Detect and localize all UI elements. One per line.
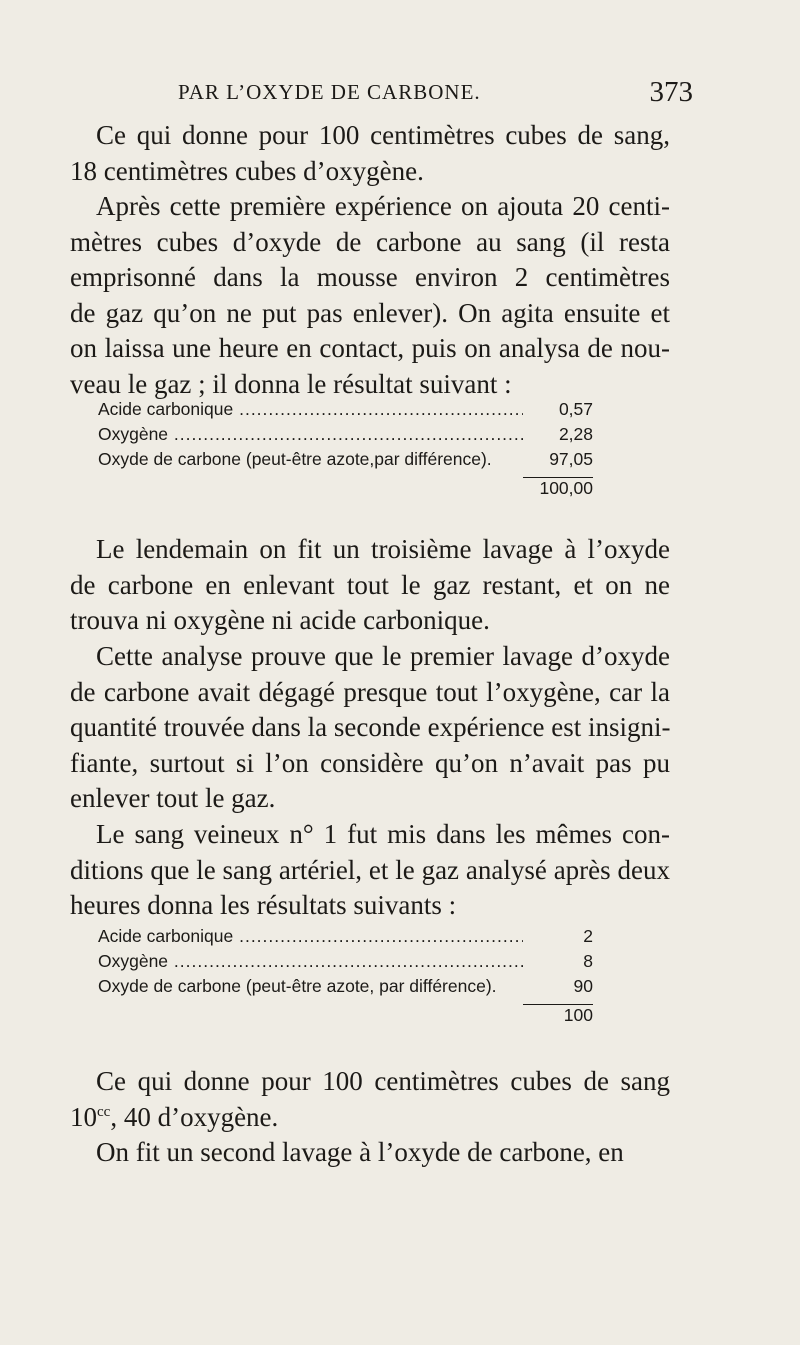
text-line: heures donna les résultats suivants : [70,890,457,920]
table-row [98,949,593,974]
paragraph-4 [70,639,670,817]
paragraph-1 [70,118,670,189]
text-line: Ce qui donne pour 100 centimètres cubes de sang, [96,120,670,150]
text-line: de gaz qu’on ne put pas enlever). On agita ensuite et [70,297,670,328]
text-line: fiante, surtout si l’on considère qu’on n’avait pas pu [70,747,670,778]
volume-number: 10 [70,1101,97,1132]
row-value: 0,57 [528,397,593,422]
text-line: emprisonné dans la mousse environ 2 centimètres [70,262,670,292]
paragraph-7 [70,1135,670,1171]
row-label: Acide carbonique ..... [98,397,523,422]
paragraph-3 [70,532,670,639]
text-line: trouva ni oxygène ni acide carbonique. [70,605,490,635]
text-line: ditions que le sang artériel, et le gaz analysé après deux [70,854,670,885]
row-label: Acide carbonique ..... [98,924,523,949]
analysis-table-1 [98,397,593,502]
table-total [98,472,593,502]
table-row [98,924,593,949]
table-row [98,397,593,422]
text-line: 18 centimètres cubes d’oxygène. [70,155,424,186]
paragraph-6 [70,1064,670,1135]
text-line: de carbone avait dégagé presque tout l’oxygène, car la [70,676,670,707]
text-line: de carbone en enlevant tout le gaz restant, et on ne [70,569,670,600]
text-line: on laissa une heure en contact, puis on analysa de nou- [70,333,670,363]
text-line [70,1100,670,1136]
text-line: enlever tout le gaz. [70,783,276,813]
cc-superscript: cc [97,1103,111,1120]
analysis-table-2 [98,924,593,1029]
row-label: Oxygène ..... [98,422,523,447]
paragraph-5 [70,817,670,924]
table-total [98,999,593,1029]
text-line: veau le gaz ; il donna le résultat suivant : [70,368,512,399]
text-line: Après cette première expérience on ajouta 20 centi- [96,191,670,221]
row-value: 90 [528,974,593,999]
page-header [178,76,693,108]
text-line: mètres cubes d’oxyde de carbone au sang (il resta [70,226,670,257]
text-line: Le sang veineux n° 1 fut mis dans les mêmes con- [96,819,670,849]
row-value: 97,05 [528,447,593,472]
running-title: PAR L’OXYDE DE CARBONE. [178,80,481,104]
row-label: Oxyde de carbone (peut-être azote, par différence). [98,976,497,996]
row-label: Oxyde de carbone (peut-être azote,par différence). [98,449,492,469]
page-number: 373 [649,76,693,108]
text-line: Ce qui donne pour 100 centimètres cubes de sang [96,1066,670,1096]
text-line: Le lendemain on fit un troisième lavage à l’oxyde [96,534,670,564]
text-line: On fit un second lavage à l’oxyde de carbone, en [96,1137,624,1167]
total-value: 100 [563,1005,593,1025]
total-value: 100,00 [539,478,593,498]
table-row [98,422,593,447]
row-value: 8 [528,949,593,974]
table-row [98,974,593,999]
row-label: Oxygène ..... [98,949,523,974]
row-value: 2,28 [528,422,593,447]
text-fragment: , 40 d’oxygène. [110,1101,279,1132]
row-value: 2 [528,924,593,949]
text-line: quantité trouvée dans la seconde expérience est insigni- [70,712,671,742]
paragraph-2 [70,189,670,402]
text-line: Cette analyse prouve que le premier lavage d’oxyde [96,641,670,671]
table-row [98,447,593,472]
